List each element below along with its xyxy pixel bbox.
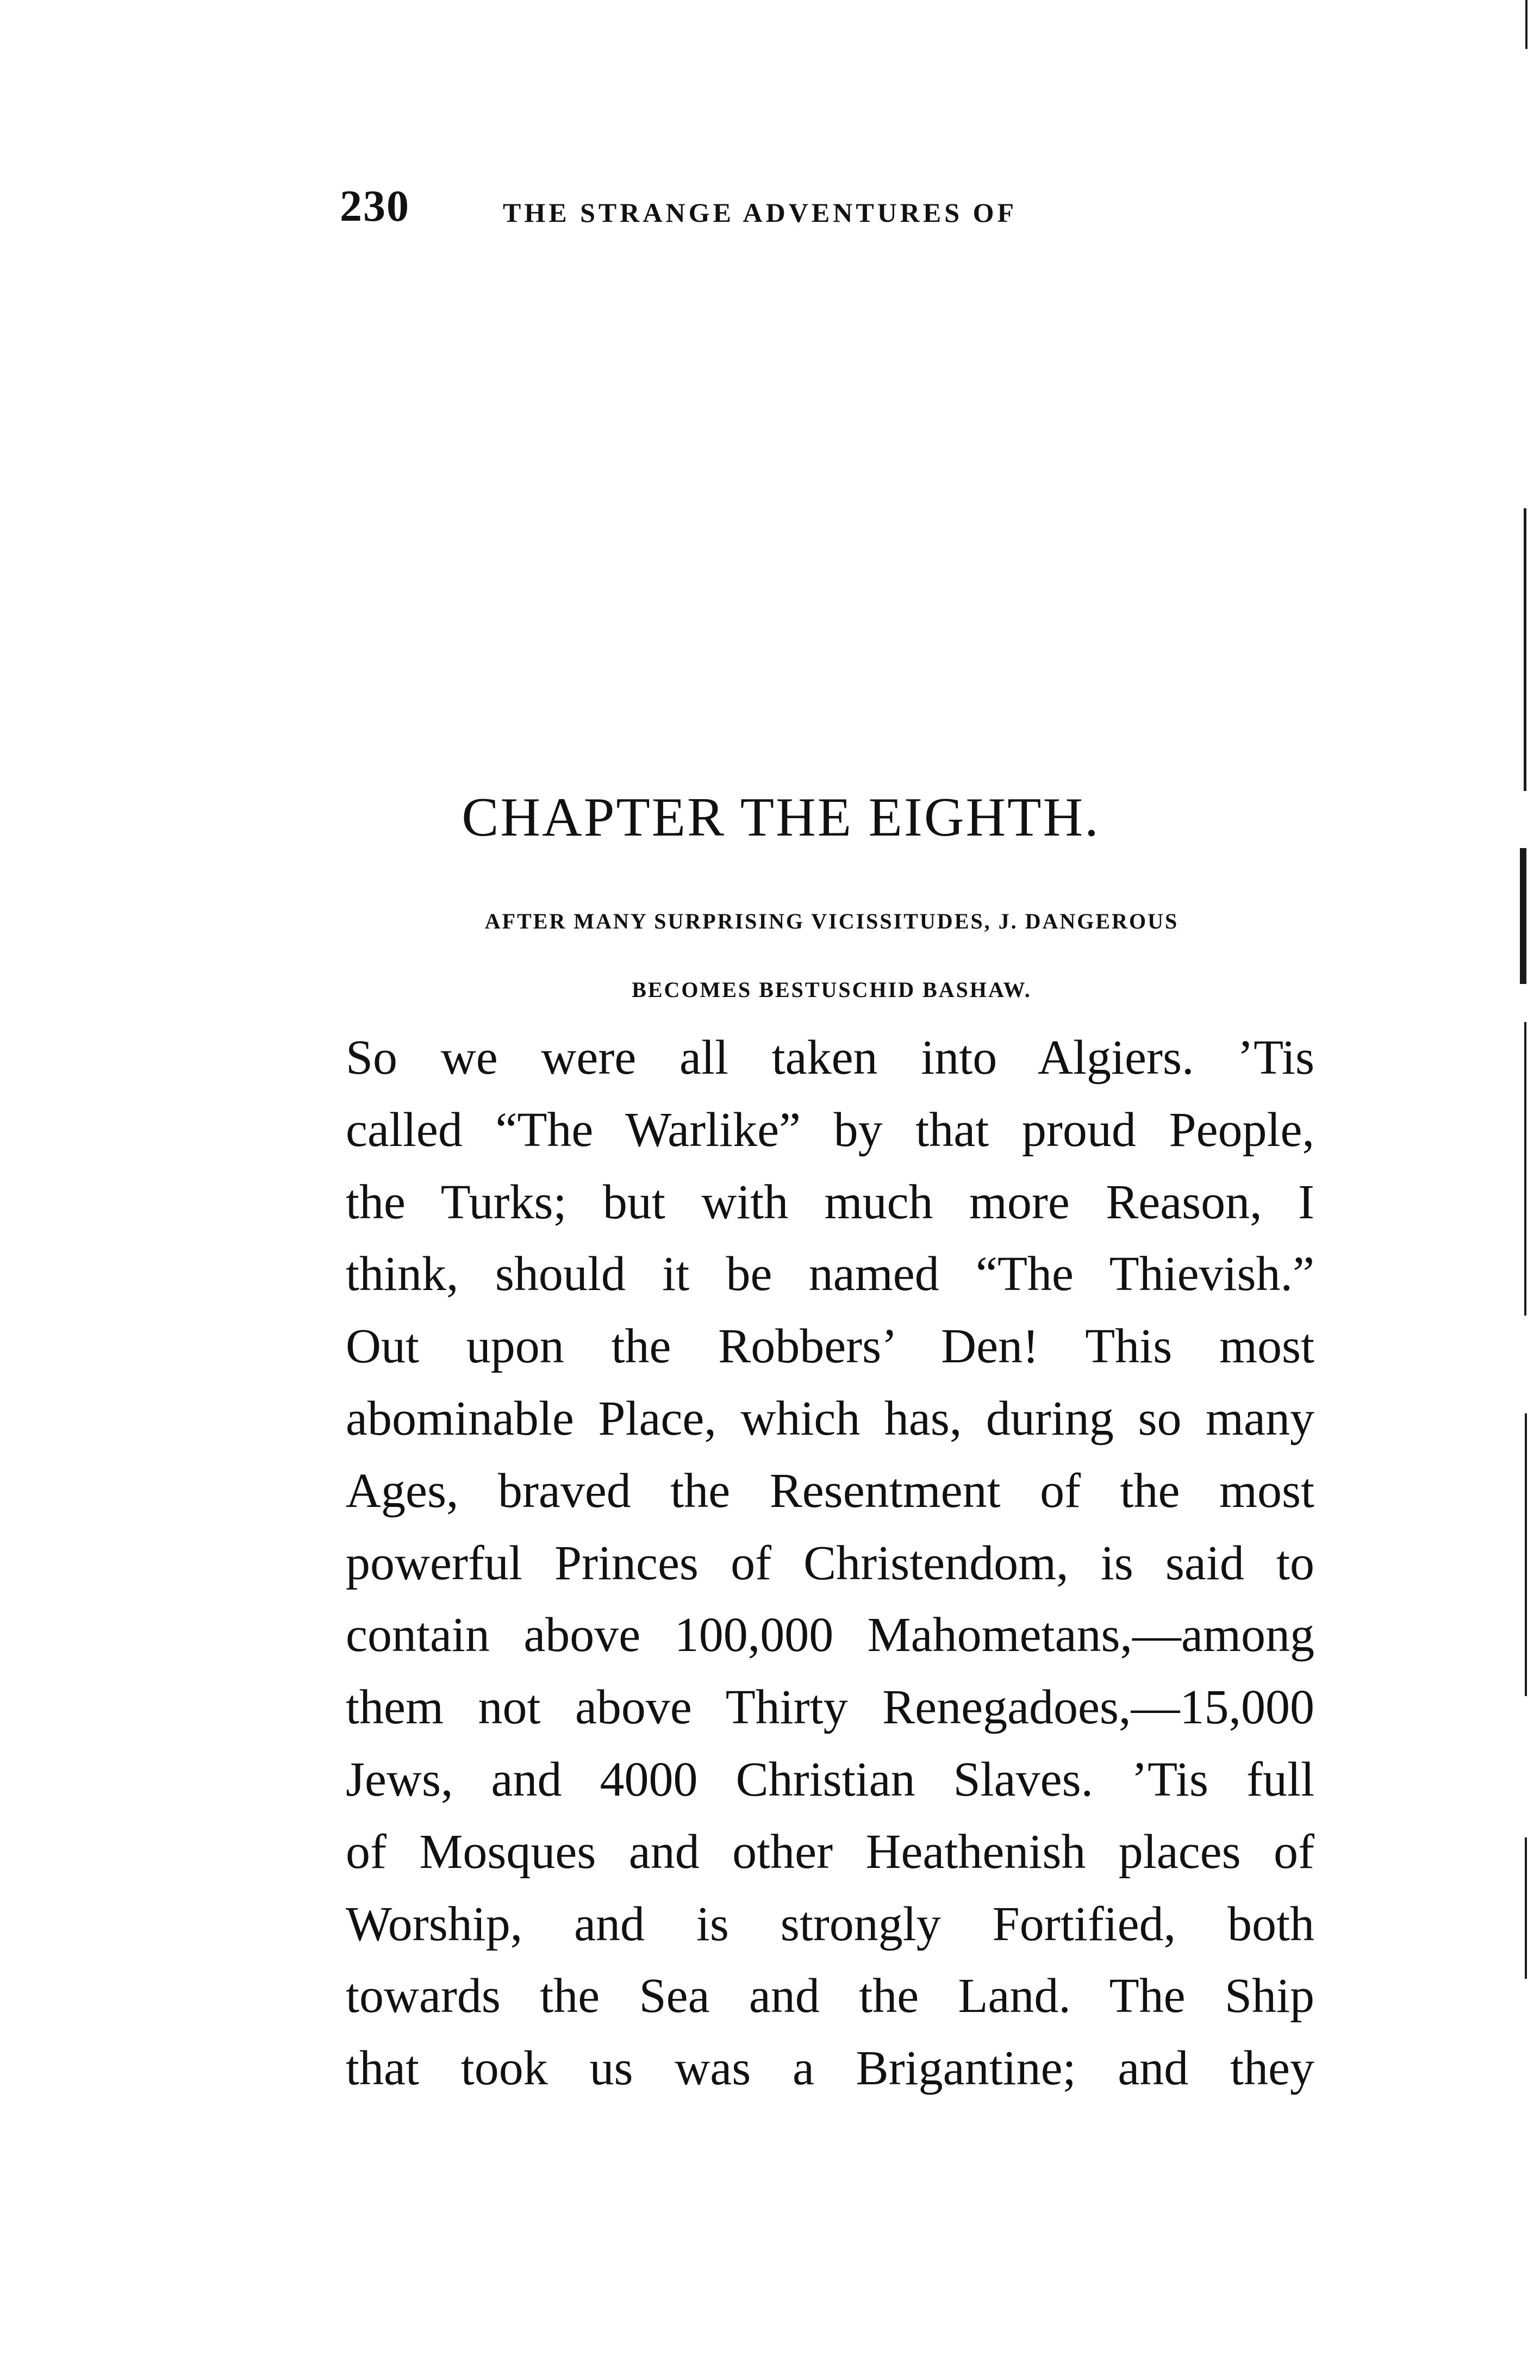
body-line: of Mosques and other Heathenish places of xyxy=(346,1824,1314,1879)
scan-edge-line xyxy=(1525,1413,1527,1696)
running-head xyxy=(340,181,1155,249)
page-number: 230 xyxy=(340,181,410,230)
body-line: them not above Thirty Renegadoes,—15,000 xyxy=(346,1680,1314,1735)
body-line: the Turks; but with much more Reason, I xyxy=(346,1175,1314,1229)
body-line: powerful Princes of Christendom, is said to xyxy=(346,1536,1314,1590)
scan-edge-line xyxy=(1525,1837,1527,1979)
body-line: towards the Sea and the Land. The Ship xyxy=(346,1969,1314,2023)
body-line: abominable Place, which has, during so many xyxy=(346,1391,1314,1446)
scan-edge-line xyxy=(1524,1022,1526,1316)
body-line: Worship, and is strongly Fortified, both xyxy=(346,1897,1314,1951)
chapter-title: CHAPTER THE EIGHTH. xyxy=(462,787,1100,849)
body-line: Out upon the Robbers’ Den! This most xyxy=(346,1319,1314,1374)
body-line: Jews, and 4000 Christian Slaves. ’Tis full xyxy=(346,1752,1314,1806)
scan-edge-line xyxy=(1520,848,1526,984)
body-line: Ages, braved the Resentment of the most xyxy=(346,1463,1314,1518)
chapter-subtitle-line: AFTER MANY SURPRISING VICISSITUDES, J. DANGEROUS xyxy=(484,909,1179,933)
body-line: think, should it be named “The Thievish.” xyxy=(346,1247,1314,1301)
body-text xyxy=(346,1022,1314,2105)
body-line: So we were all taken into Algiers. ’Tis xyxy=(346,1031,1314,1085)
chapter-subtitle xyxy=(353,887,1310,1024)
chapter-subtitle-line: BECOMES BESTUSCHID BASHAW. xyxy=(632,977,1032,1002)
body-line: contain above 100,000 Mahometans,—among xyxy=(346,1608,1314,1662)
scan-edge-line xyxy=(1525,0,1527,49)
body-line: called “The Warlike” by that proud People, xyxy=(346,1102,1314,1157)
body-line: that took us was a Brigantine; and they xyxy=(346,2041,1314,2096)
running-title: THE STRANGE ADVENTURES OF xyxy=(503,197,1017,228)
scan-edge-line xyxy=(1524,508,1526,791)
